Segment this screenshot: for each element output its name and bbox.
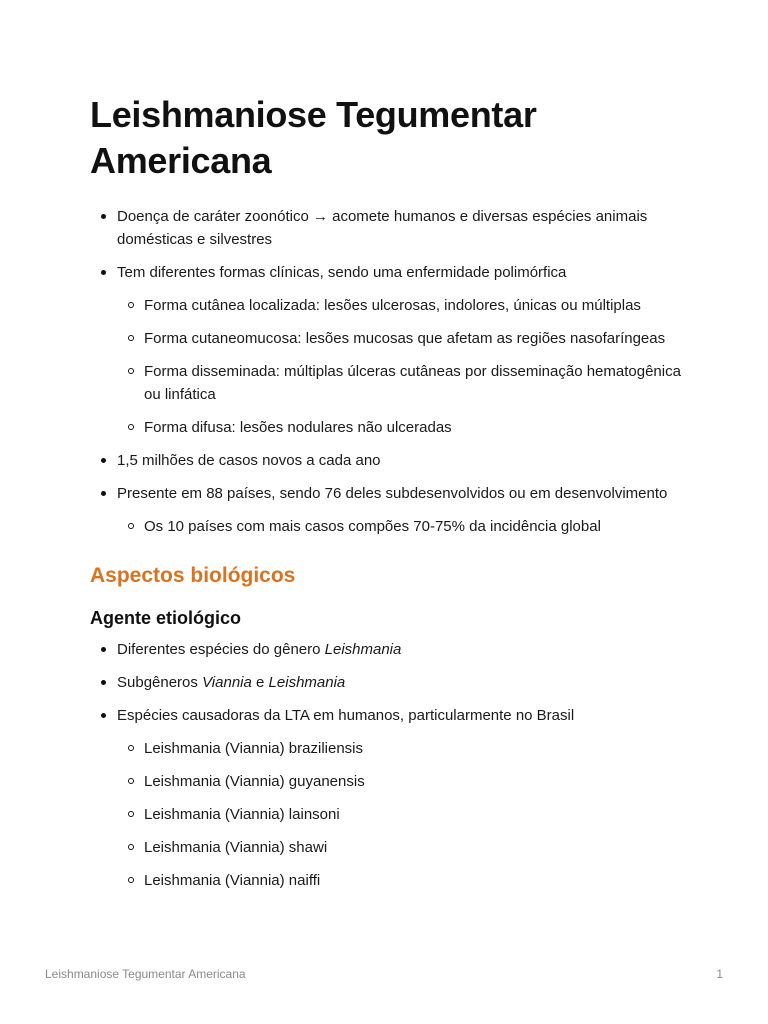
intro-list (90, 205, 690, 538)
list-item-text: Doença de caráter zoonótico → acomete humanos e diversas espécies animais domésticas e silvestres (117, 208, 648, 248)
clinical-forms-sublist (117, 294, 690, 439)
section-heading: Aspectos biológicos (90, 564, 296, 587)
countries-sublist (117, 515, 690, 538)
sublist-item: Forma cutânea localizada: lesões ulcerosas, indolores, únicas ou múltiplas (117, 294, 690, 317)
genus-name: Leishmania (324, 641, 402, 658)
list-item (90, 482, 690, 538)
list-item-text: Espécies causadoras da LTA em humanos, particularmente no Brasil (117, 707, 575, 724)
document-title: Leishmaniose Tegumentar Americana (90, 94, 537, 181)
footer-title: Leishmaniose Tegumentar Americana (45, 967, 246, 981)
footer-page-number: 1 (716, 967, 723, 981)
subgenus-name: Leishmania (268, 674, 346, 691)
document-page (90, 92, 690, 892)
list-item-text: Diferentes espécies do gênero (117, 641, 325, 658)
species-item: Leishmania (Viannia) braziliensis (117, 737, 690, 760)
species-item: Leishmania (Viannia) lainsoni (117, 803, 690, 826)
species-item: Leishmania (Viannia) shawi (117, 836, 690, 859)
list-item-text: 1,5 milhões de casos novos a cada ano (117, 452, 381, 469)
list-item-text: Presente em 88 países, sendo 76 deles subdesenvolvidos ou em desenvolvimento (117, 485, 668, 502)
sublist-item: Os 10 países com mais casos compões 70-75% da incidência global (117, 515, 690, 538)
list-item (90, 638, 690, 661)
list-item (90, 449, 690, 472)
species-item: Leishmania (Viannia) guyanensis (117, 770, 690, 793)
list-item-text: Tem diferentes formas clínicas, sendo uma enfermidade polimórfica (117, 264, 567, 281)
subsection-heading: Agente etiológico (90, 608, 242, 628)
species-item: Leishmania (Viannia) naiffi (117, 869, 690, 892)
sublist-item: Forma disseminada: múltiplas úlceras cutâneas por disseminação hematogênica ou linfática (117, 360, 690, 406)
sublist-item: Forma cutaneomucosa: lesões mucosas que afetam as regiões nasofaríngeas (117, 327, 690, 350)
list-item (90, 704, 690, 892)
list-item (90, 261, 690, 439)
subgenus-name: Viannia (202, 674, 252, 691)
list-item (90, 671, 690, 694)
agent-list (90, 638, 690, 892)
conjunction-text: e (251, 674, 269, 691)
species-sublist (117, 737, 690, 892)
list-item (90, 205, 690, 251)
list-item-text: Subgêneros (117, 674, 203, 691)
sublist-item: Forma difusa: lesões nodulares não ulceradas (117, 416, 690, 439)
